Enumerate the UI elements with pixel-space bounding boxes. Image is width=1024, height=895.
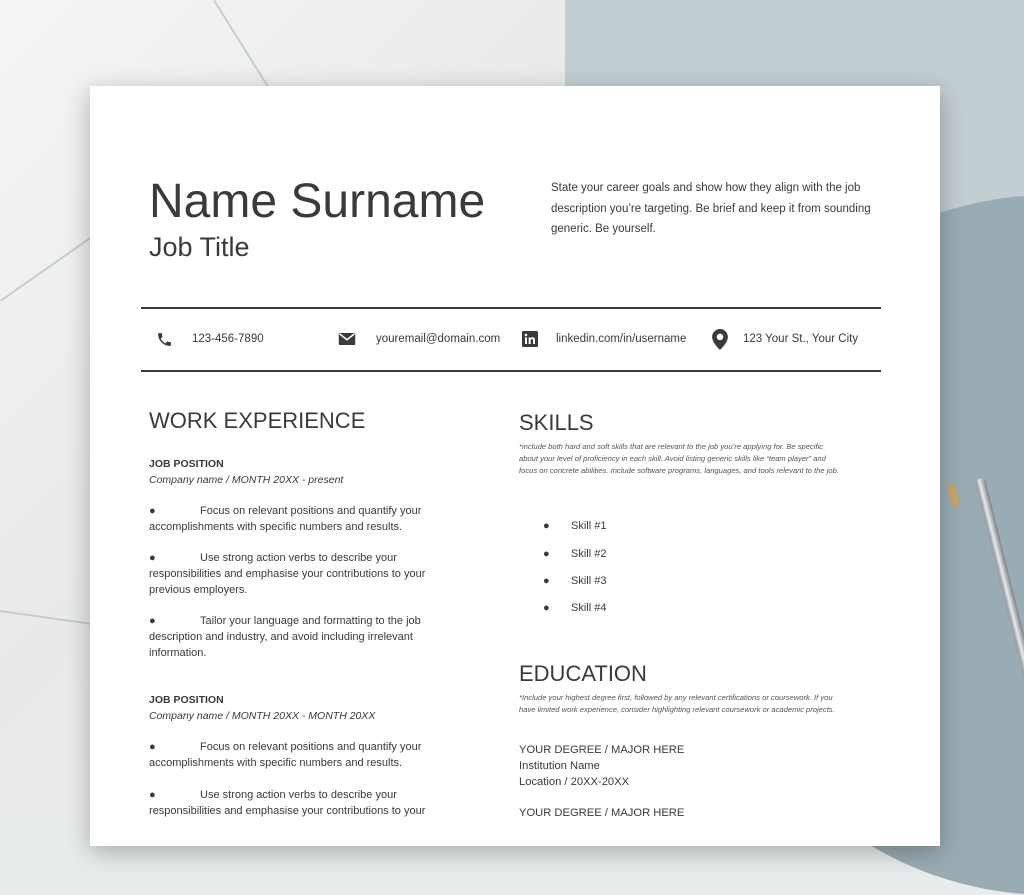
skill-item: ● Skill #2 — [543, 548, 607, 560]
phone-icon — [156, 331, 173, 348]
skills-heading: SKILLS — [519, 410, 594, 435]
contact-address — [712, 322, 858, 356]
contact-phone — [156, 322, 264, 356]
job-company: Company name / MONTH 20XX - MONTH 20XX — [149, 710, 376, 722]
resume-name: Name Surname — [149, 175, 486, 228]
address-text: 123 Your St., Your City — [743, 333, 859, 345]
skill-item: ● Skill #1 — [543, 520, 607, 532]
email-text: youremail@domain.com — [376, 333, 501, 345]
job-bullet: ● Tailor your language and formatting to the job description and industry, and avoid including irrelevant information. — [149, 615, 421, 659]
job-bullet: ● Focus on relevant positions and quantify your accomplishments with specific numbers and results. — [149, 741, 422, 769]
degree-text: YOUR DEGREE / MAJOR HERE — [519, 807, 685, 819]
phone-text: 123-456-7890 — [192, 333, 264, 345]
degree-text: YOUR DEGREE / MAJOR HERE — [519, 744, 685, 756]
career-summary: State your career goals and show how they align with the job description you’re targeting. Be brief and keep it from sounding generic. Be yourself. — [551, 182, 871, 235]
skill-item: ● Skill #3 — [543, 575, 607, 587]
email-icon — [338, 332, 356, 346]
job-position: JOB POSITION — [149, 694, 224, 706]
job-bullet: ● Use strong action verbs to describe your responsibilities and emphasise your contributions to your previous employers. — [149, 552, 426, 596]
divider-bottom — [141, 370, 881, 372]
contact-email — [338, 322, 500, 356]
resume-job-title: Job Title — [149, 232, 250, 262]
resume-page — [90, 86, 940, 846]
linkedin-icon — [522, 331, 538, 347]
work-experience-heading: WORK EXPERIENCE — [149, 408, 366, 433]
location-pin-icon — [712, 329, 728, 350]
job-position: JOB POSITION — [149, 458, 224, 470]
skill-item: ● Skill #4 — [543, 602, 607, 614]
job-bullet: ● Use strong action verbs to describe your responsibilities and emphasise your contributions to your — [149, 789, 426, 817]
education-heading: EDUCATION — [519, 661, 647, 686]
job-company: Company name / MONTH 20XX - present — [149, 474, 344, 486]
location-text: Location / 20XX-20XX — [519, 776, 630, 788]
institution-text: Institution Name — [519, 760, 600, 772]
job-bullet: ● Focus on relevant positions and quantify your accomplishments with specific numbers and results. — [149, 505, 422, 533]
divider-top — [141, 307, 881, 309]
contact-linkedin — [522, 322, 686, 356]
linkedin-text: linkedin.com/in/username — [556, 333, 687, 345]
education-note: *Include your highest degree first, followed by any relevant certifications or coursework. If you have limited work experience, consider highlighting relevant coursework or academic projects. — [519, 693, 835, 714]
skills-note: *include both hard and soft skills that are relevant to the job you’re applying for. Be specific about your level of proficiency in each skill. Avoid listing generic skills like “team player” and focus on concrete abilities. Include software programs, languages, and tools relevant to the job. — [519, 442, 839, 475]
